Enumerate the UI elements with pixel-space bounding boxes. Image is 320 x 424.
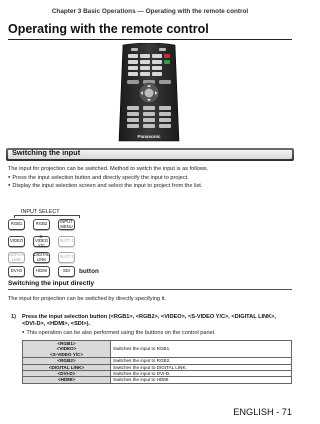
sub-heading-rule (8, 289, 292, 290)
video-button[interactable]: VIDEO (8, 236, 25, 247)
remote-brand-logo: Panasonic (137, 134, 161, 139)
step-text: Press the input selection button (<RGB1>, <RGB2>, <VIDEO>, <S-VIDEO Y/C>, <DIGITAL LINK>, <DVI-D>, <HDMI>, <SDI>). (22, 314, 276, 328)
title-rule (8, 39, 292, 40)
table-key-cell: <DIGITAL LINK> (23, 364, 111, 370)
page-title: Operating with the remote control (8, 22, 209, 36)
table-value-cell: Switches the input to DVI-D. (111, 371, 292, 377)
table-key-cell: <HDMI> (23, 377, 111, 383)
displaylink-button[interactable]: DISPLAY LINK (7, 252, 26, 262)
step-bullet: ● This operation can be also performed using the buttons on the control panel. (22, 330, 216, 336)
table-value-cell: Switches the input to RGB2. (111, 358, 292, 364)
input-select-label: INPUT SELECT (21, 209, 60, 215)
svideo-button[interactable]: S-VIDEO Y/C (34, 233, 49, 248)
input-button-table (22, 340, 292, 384)
section1-intro: The input for projection can be switched. Method to switch the input is as follows. (8, 166, 209, 172)
digital-link-button[interactable]: DIGITAL LINK (33, 252, 50, 262)
table-key-cell: <RGB1> <VIDEO> <S-VIDEO Y/C> (23, 341, 111, 358)
slot2-button[interactable]: SLOT 2 (58, 252, 75, 263)
input-select-bracket (14, 215, 80, 218)
table-key-cell: <RGB2> (23, 358, 111, 364)
table-row (23, 377, 292, 383)
table-row (23, 341, 292, 358)
section2-intro: The input for projection can be switched by directly specifying it. (8, 296, 166, 302)
sdi-button[interactable]: SDI (58, 266, 75, 277)
table-value-cell: Switches the input to RGB1. (111, 341, 292, 358)
section-bar-switching-input (6, 148, 294, 161)
footer-page-number: ENGLISH - 71 (233, 407, 292, 417)
rgb1-button[interactable]: RGB1 (8, 219, 25, 230)
section1-bullet-2: ● Display the input selection screen and select the input to project from the list. (8, 182, 202, 190)
table-value-cell: Switches the input to HDMI. (111, 377, 292, 383)
input-menu-button[interactable]: INPUT MENU (58, 219, 75, 230)
slot1-button[interactable]: SLOT 1 (58, 236, 75, 247)
button-word: button (79, 268, 99, 275)
remote-control-illustration (113, 43, 185, 143)
table-value-cell: Switches the input to DIGITAL LINK. (111, 364, 292, 370)
section-title: Switching the input (12, 148, 81, 157)
hdmi-button[interactable]: HDMI (33, 266, 50, 277)
dvid-button[interactable]: DVI-D (8, 266, 25, 277)
section1-bullet-1: ● Press the input selection button and directly specify the input to project. (8, 174, 189, 182)
table-key-cell: <DVI-D> (23, 371, 111, 377)
chapter-header: Chapter 3 Basic Operations — Operating with the remote control (51, 8, 249, 15)
step-number: 1) (11, 314, 16, 320)
sub-heading-switching-directly: Switching the input directly (8, 280, 95, 287)
rgb2-button[interactable]: RGB2 (33, 219, 50, 230)
